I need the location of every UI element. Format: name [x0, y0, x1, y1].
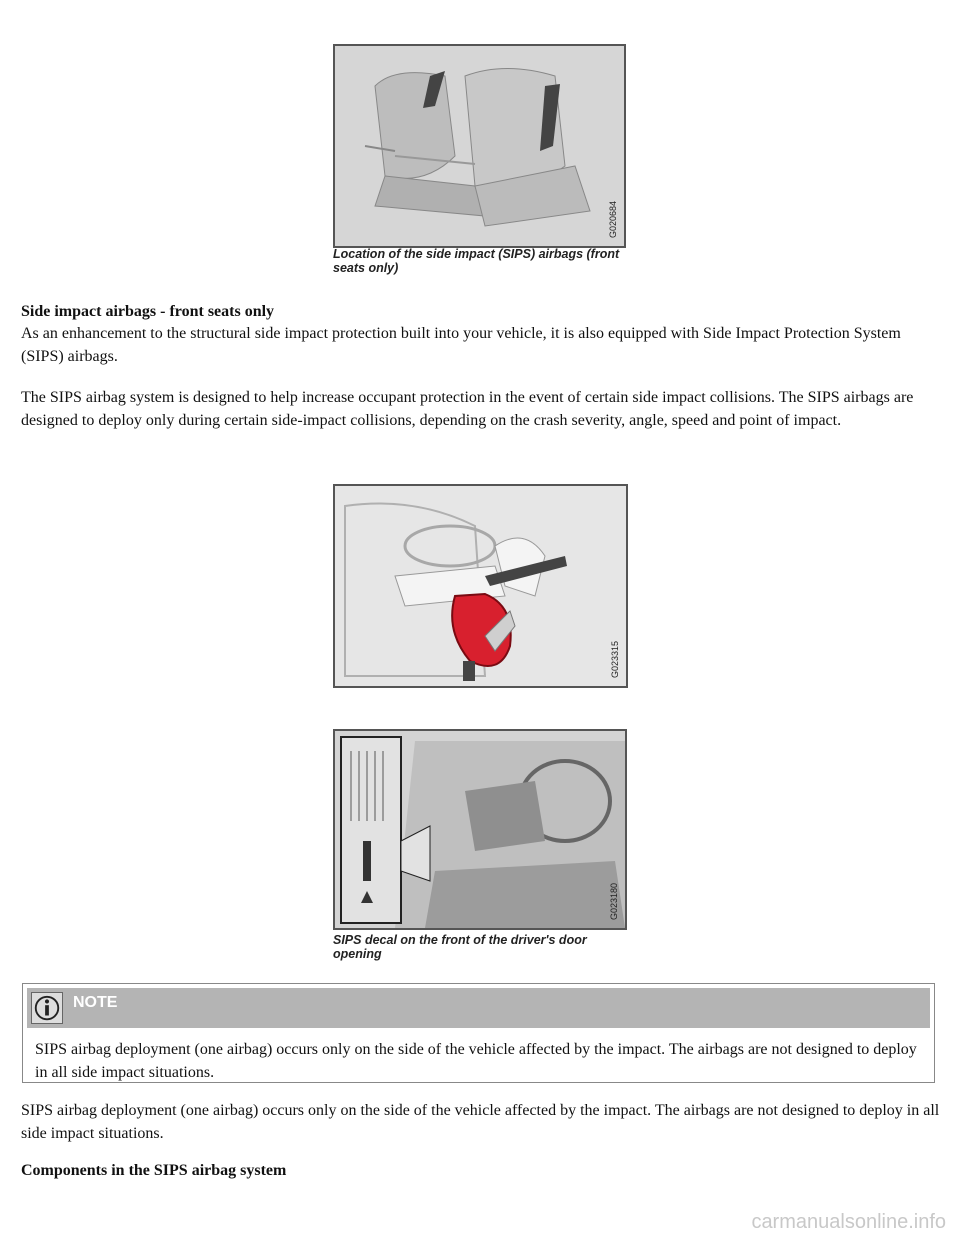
note-label: NOTE — [73, 994, 118, 1011]
deployment-illustration — [335, 486, 626, 686]
figure-code: G020684 — [608, 200, 618, 238]
watermark: carmanualsonline.info — [751, 1211, 946, 1233]
decal-illustration — [335, 731, 625, 928]
section-heading-side-impact: Side impact airbags - front seats only — [21, 303, 275, 320]
section-heading-components: Components in the SIPS airbag system — [21, 1162, 287, 1179]
decal-figure — [333, 729, 627, 930]
deployment-figure — [333, 484, 628, 688]
seats-illustration — [335, 46, 624, 246]
paragraph-intro: As an enhancement to the structural side impact protection built into your vehicle, it is also equipped with Side Impact Protection System (SIPS) airbags. — [21, 325, 901, 365]
note-header — [27, 988, 930, 1028]
figure-code: G023315 — [610, 640, 620, 678]
seats-figure — [333, 44, 626, 248]
decal-caption: SIPS decal on the front of the driver's door opening — [333, 933, 587, 961]
info-icon — [31, 992, 63, 1024]
note-text: SIPS airbag deployment (one airbag) occurs only on the side of the vehicle affected by the impact. The airbags are not designed to deploy in all side impact situations. — [35, 1041, 917, 1081]
note-box — [22, 983, 935, 1083]
seats-caption: Location of the side impact (SIPS) airbags (front seats only) — [333, 247, 620, 275]
paragraph-deployment: SIPS airbag deployment (one airbag) occurs only on the side of the vehicle affected by the impact. The airbags are not designed to deploy in all side impact situations. — [21, 1102, 940, 1142]
figure-code: G023180 — [609, 882, 619, 920]
paragraph-system: The SIPS airbag system is designed to help increase occupant protection in the event of certain side impact collisions. The SIPS airbags are designed to deploy only during certain side-impact collisions, depending on the crash severity, angle, speed and point of impact. — [21, 389, 914, 429]
